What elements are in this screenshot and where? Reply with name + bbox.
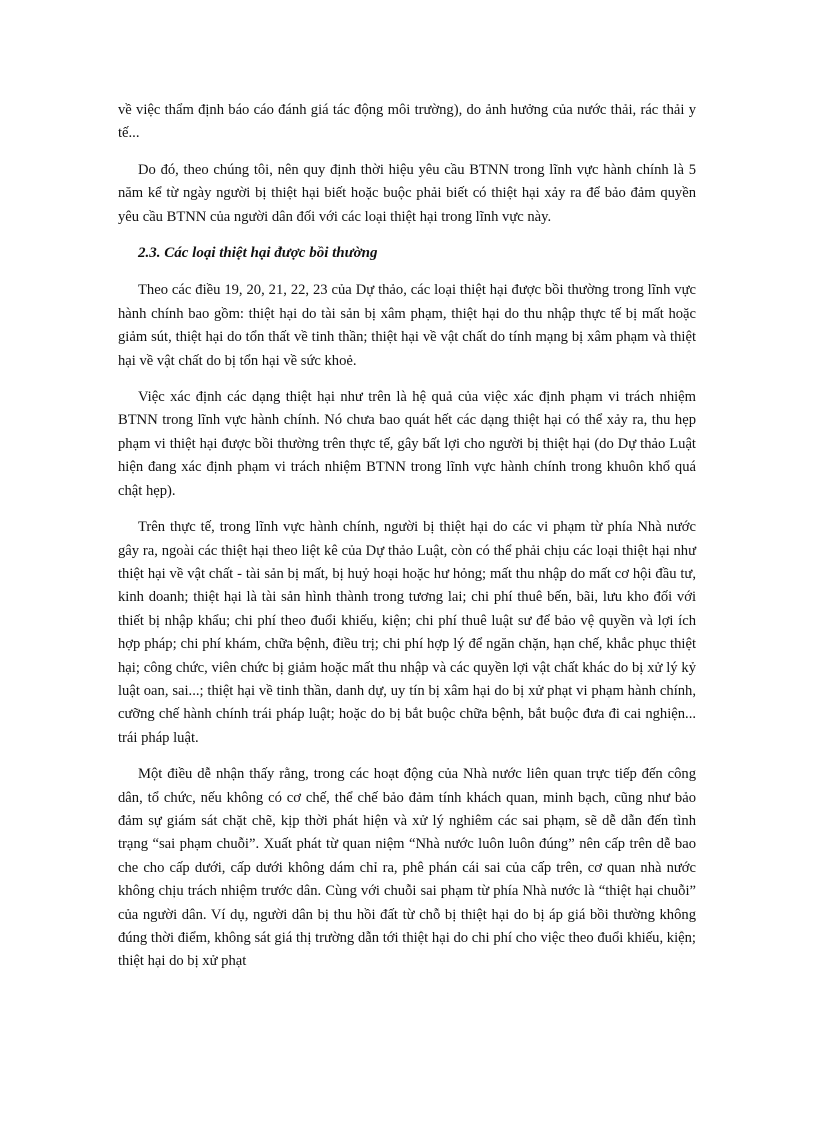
paragraph-chain-violation: Một điều dễ nhận thấy rằng, trong các hoạt động của Nhà nước liên quan trực tiếp đến công dân, tổ chức, nếu không có cơ chế, thể chế bảo đảm tính khách quan, minh bạch, cũng như bảo đảm sự giám sát chặt chẽ, kịp thời phát hiện và xử lý nghiêm các sai phạm, sẽ dễ dẫn đến tình trạng “sai phạm chuỗi”. Xuất phát từ quan niệm “Nhà nước luôn luôn đúng” nên cấp trên dễ bao che cho cấp dưới, cấp dưới không dám chỉ ra, phê phán cái sai của cấp trên, cơ quan nhà nước không chịu trách nhiệm trước dân. Cùng với chuỗi sai phạm từ phía Nhà nước là “thiệt hại chuỗi” của người dân. Ví dụ, người dân bị thu hồi đất từ chỗ bị thiệt hại do bị áp giá bồi thường không đúng thời điểm, không sát giá thị trường dẫn tới thiệt hại do chi phí cho việc theo đuổi khiếu, kiện; thiệt hại do bị xử phạt	[118, 766, 696, 970]
paragraph-continued: về việc thẩm định báo cáo đánh giá tác động môi trường), do ảnh hưởng của nước thải, rác thải y tế...	[118, 102, 696, 142]
paragraph-practice: Trên thực tế, trong lĩnh vực hành chính, người bị thiệt hại do các vi phạm từ phía Nhà nước gây ra, ngoài các thiệt hại theo liệt kê của Dự thảo Luật, còn có thể phải chịu các loại thiệt hại như thiệt hại về vật chất - tài sản bị mất, bị huỷ hoại hoặc hư hỏng; mất thu nhập do mất cơ hội đầu tư, kinh doanh; thiệt hại là tài sản hình thành trong tương lai; chi phí thuê bến, bãi, lưu kho đối với thiết bị nhập khẩu; chi phí theo đuổi khiếu, kiện; chi phí thuê luật sư để bảo vệ quyền và lợi ích hợp pháp; chi phí khám, chữa bệnh, điều trị; chi phí hợp lý để ngăn chặn, hạn chế, khắc phục thiệt hại; công chức, viên chức bị giảm hoặc mất thu nhập và các quyền lợi vật chất khác do bị xử lý kỷ luật oan, sai...; thiệt hại về tinh thần, danh dự, uy tín bị xâm hại do bị xử phạt vi phạm hành chính, cưỡng chế hành chính trái pháp luật; hoặc do bị bắt buộc chữa bệnh, bắt buộc đưa đi cai nghiện... trái pháp luật.	[118, 519, 696, 746]
paragraph-damage-types: Theo các điều 19, 20, 21, 22, 23 của Dự thảo, các loại thiệt hại được bồi thường trong lĩnh vực hành chính bao gồm: thiệt hại do tài sản bị xâm phạm, thiệt hại do thu nhập thực tế bị mất hoặc giảm sút, thiệt hại do tổn thất về tinh thần; thiệt hại về vật chất do tính mạng bị xâm phạm và thiệt hại về vật chất do bị tổn hại về sức khoẻ.	[118, 282, 696, 369]
paragraph-statute-limitation: Do đó, theo chúng tôi, nên quy định thời hiệu yêu cầu BTNN trong lĩnh vực hành chính là 5 năm kể từ ngày người bị thiệt hại biết hoặc buộc phải biết có thiệt hại xảy ra để bảo đảm quyền yêu cầu BTNN của người dân đối với các loại thiệt hại trong lĩnh vực này.	[118, 161, 696, 225]
section-heading: 2.3. Các loại thiệt hại được bồi thường	[138, 245, 378, 262]
paragraph-scope: Việc xác định các dạng thiệt hại như trên là hệ quả của việc xác định phạm vi trách nhiệm BTNN trong lĩnh vực hành chính. Nó chưa bao quát hết các dạng thiệt hại có thể xảy ra, thu hẹp phạm vi thiệt hại được bồi thường trên thực tế, gây bất lợi cho người bị thiệt hại (do Dự thảo Luật hiện đang xác định phạm vi trách nhiệm BTNN trong lĩnh vực hành chính trong khuôn khổ quá chật hẹp).	[118, 389, 696, 499]
document-page	[118, 99, 696, 987]
